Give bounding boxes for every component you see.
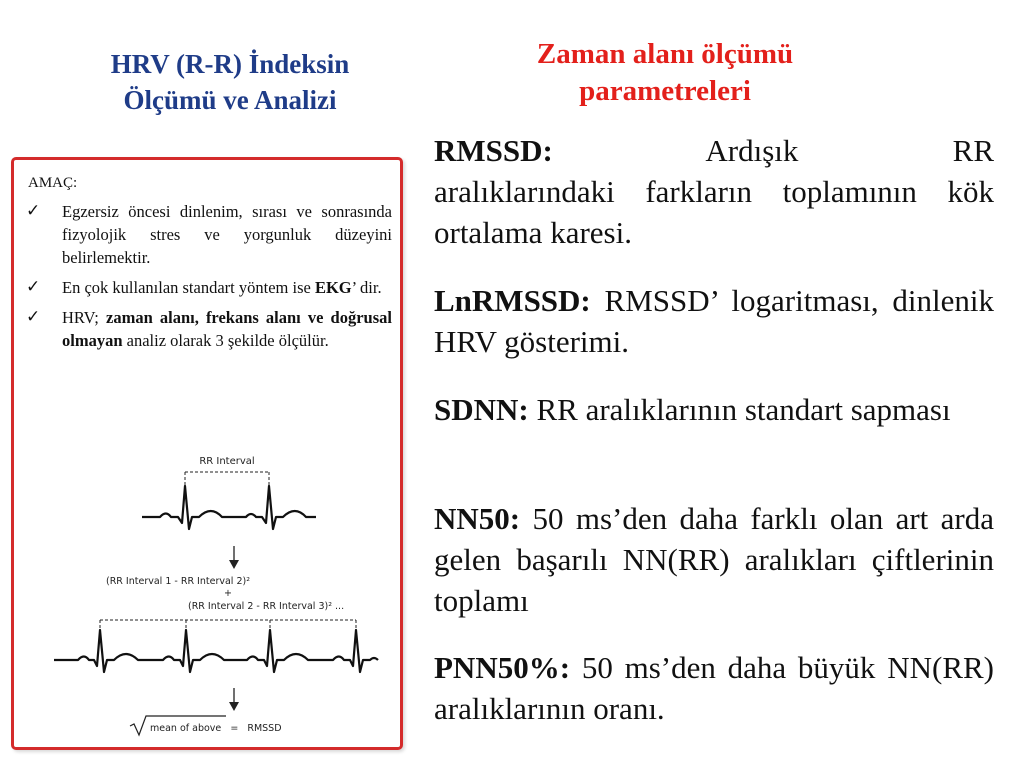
slide-title-left-line1: HRV (R-R) İndeksin xyxy=(110,49,350,79)
aim-bullet-3-text-bold: zaman alanı, frekans alanı ve doğrusal olmayan xyxy=(62,308,392,350)
definition-sdnn-term: SDNN: xyxy=(434,392,529,427)
definition-rmssd-term: RMSSD: xyxy=(434,133,553,168)
aim-bullet-1 xyxy=(22,200,392,269)
definition-rmssd-text: aralıklarındaki farkların toplamının kök ortalama karesi. xyxy=(434,174,994,250)
rr-interval-label: RR Interval xyxy=(199,456,255,467)
aim-panel xyxy=(11,157,403,750)
ecg-trace-short xyxy=(142,486,316,529)
rmssd-diagram xyxy=(50,450,380,740)
formula-plus: + xyxy=(224,588,232,599)
definition-pnn50-term: PNN50%: xyxy=(434,650,571,685)
aim-bullet-2-text-c: ’ dir. xyxy=(351,278,382,297)
down-arrow-icon xyxy=(229,560,239,569)
aim-bullet-3 xyxy=(22,306,392,352)
definition-lnrmssd xyxy=(434,280,994,362)
definition-nn50 xyxy=(434,498,994,621)
check-icon: ✓ xyxy=(26,201,41,221)
definition-nn50-text: 50 ms’den daha farklı olan art arda gelen başarılı NN(RR) aralıkları çiftlerinin toplamı xyxy=(434,501,994,618)
aim-bullet-2-text-bold: EKG xyxy=(314,278,352,297)
aim-bullet-3-text-c: analiz olarak 3 şekilde ölçülür. xyxy=(122,331,329,350)
check-icon: ✓ xyxy=(26,277,41,297)
definition-rmssd xyxy=(434,130,994,253)
aim-bullet-2-text-a: En çok kullanılan standart yöntem ise xyxy=(62,278,315,297)
definition-lnrmssd-text: RMSSD’ logaritması, dinlenik HRV gösterimi. xyxy=(434,283,994,359)
definition-sdnn-text: RR aralıklarının standart sapması xyxy=(528,392,951,427)
slide-title-left xyxy=(40,46,420,118)
down-arrow-icon xyxy=(229,702,239,711)
definition-rmssd-word2: RR xyxy=(952,133,994,168)
slide-title-right-line1: Zaman alanı ölçümü xyxy=(536,38,794,70)
ecg-trace-long xyxy=(54,630,378,672)
formula-line-2: (RR Interval 2 - RR Interval 3)² ... xyxy=(188,601,345,612)
definition-sdnn xyxy=(434,389,994,430)
definition-pnn50 xyxy=(434,647,994,729)
aim-bullet-3-text-a: HRV; xyxy=(62,308,106,327)
slide-title-left-line2: Ölçümü ve Analizi xyxy=(123,85,337,115)
aim-bullet-1-text: Egzersiz öncesi dinlenim, sırası ve sonrasında fizyolojik stres ve yorgunluk düzeyini belirlemektir. xyxy=(62,202,392,267)
aim-bullet-2 xyxy=(22,276,392,299)
definition-rmssd-first-line xyxy=(434,130,994,171)
definition-pnn50-text: 50 ms’den daha büyük NN(RR) aralıklarının oranı. xyxy=(434,650,994,726)
slide-title-right xyxy=(430,36,900,110)
definition-rmssd-word1: Ardışık xyxy=(705,133,799,168)
definition-nn50-term: NN50: xyxy=(434,501,521,536)
formula-line-1: (RR Interval 1 - RR Interval 2)² xyxy=(106,576,251,587)
formula-final: mean of above = RMSSD xyxy=(150,723,282,734)
aim-bullet-list xyxy=(22,200,392,359)
aim-label: AMAÇ: xyxy=(28,175,78,191)
check-icon: ✓ xyxy=(26,307,41,327)
definition-lnrmssd-term: LnRMSSD: xyxy=(434,283,591,318)
slide-title-right-line2: parametreleri xyxy=(579,75,751,107)
